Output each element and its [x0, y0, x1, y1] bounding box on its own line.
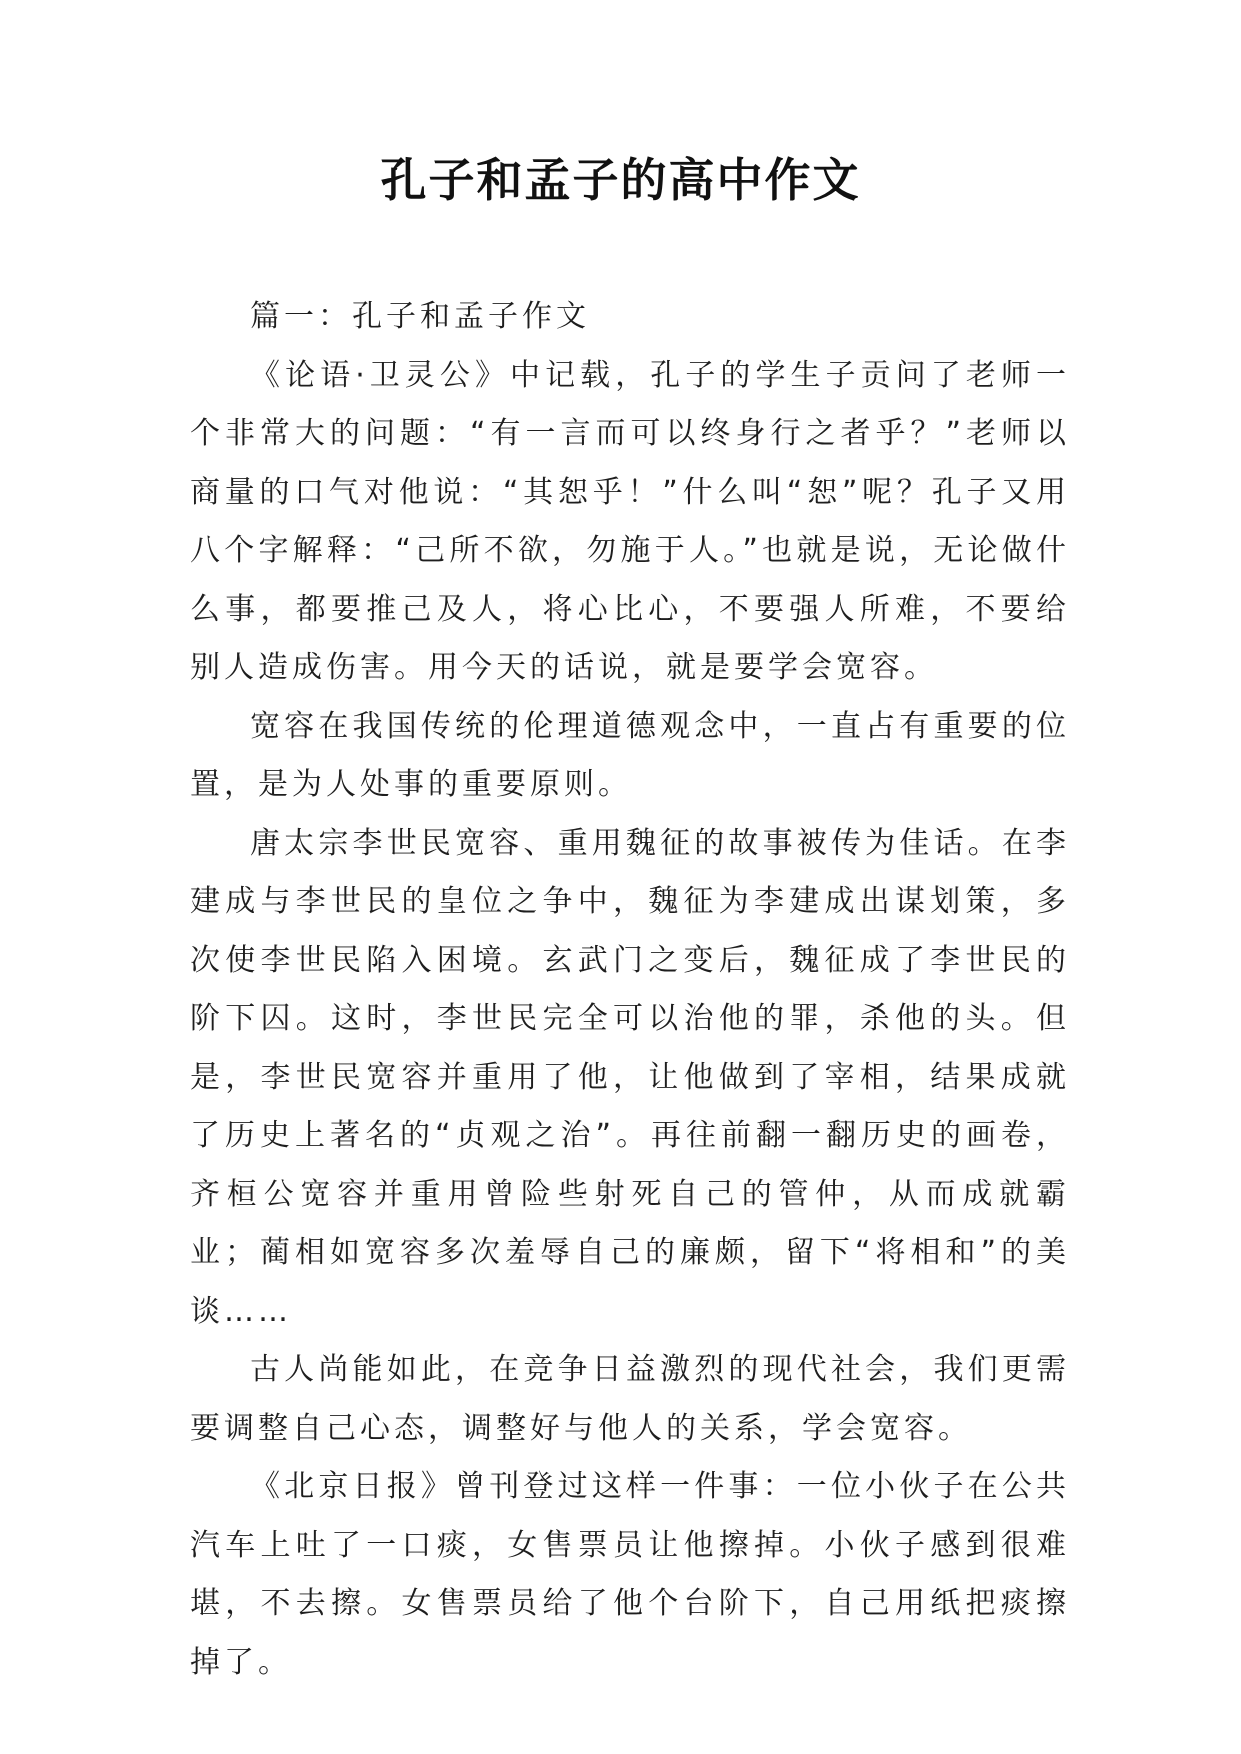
paragraph-1: 《论语·卫灵公》中记载，孔子的学生子贡问了老师一个非常大的问题：“有一言而可以终身行之者乎？”老师以商量的口气对他说：“其恕乎！”什么叫“恕”呢？孔子又用八个字解释：“己所不欲，勿施于人。”也就是说，无论做什么事，都要推己及人，将心比心，不要强人所难，不要给别人造成伤害。用今天的话说，就是要学会宽容。 [190, 357, 1070, 685]
paragraph-3: 唐太宗李世民宽容、重用魏征的故事被传为佳话。在李建成与李世民的皇位之争中，魏征为李建成出谋划策，多次使李世民陷入困境。玄武门之变后，魏征成了李世民的阶下囚。这时，李世民完全可以治他的罪，杀他的头。但是，李世民宽容并重用了他，让他做到了宰相，结果成就了历史上著名的“贞观之治”。再往前翻一翻历史的画卷，齐桓公宽容并重用曾险些射死自己的管仲，从而成就霸业；蔺相如宽容多次羞辱自己的廉颇，留下“将相和”的美谈…… [190, 825, 1070, 1329]
paragraph-5: 《北京日报》曾刊登过这样一件事：一位小伙子在公共汽车上吐了一口痰，女售票员让他擦掉。小伙子感到很难堪，不去擦。女售票员给了他个台阶下，自己用纸把痰擦掉了。 [190, 1469, 1070, 1680]
paragraph-2: 宽容在我国传统的伦理道德观念中，一直占有重要的位置，是为人处事的重要原则。 [190, 708, 1070, 802]
section-heading: 篇一：孔子和孟子作文 [250, 299, 590, 334]
document-body [190, 288, 1070, 1692]
document-title: 孔子和孟子的高中作文 [380, 153, 861, 207]
paragraph-4: 古人尚能如此，在竞争日益激烈的现代社会，我们更需要调整自己心态，调整好与他人的关系，学会宽容。 [190, 1352, 1070, 1446]
